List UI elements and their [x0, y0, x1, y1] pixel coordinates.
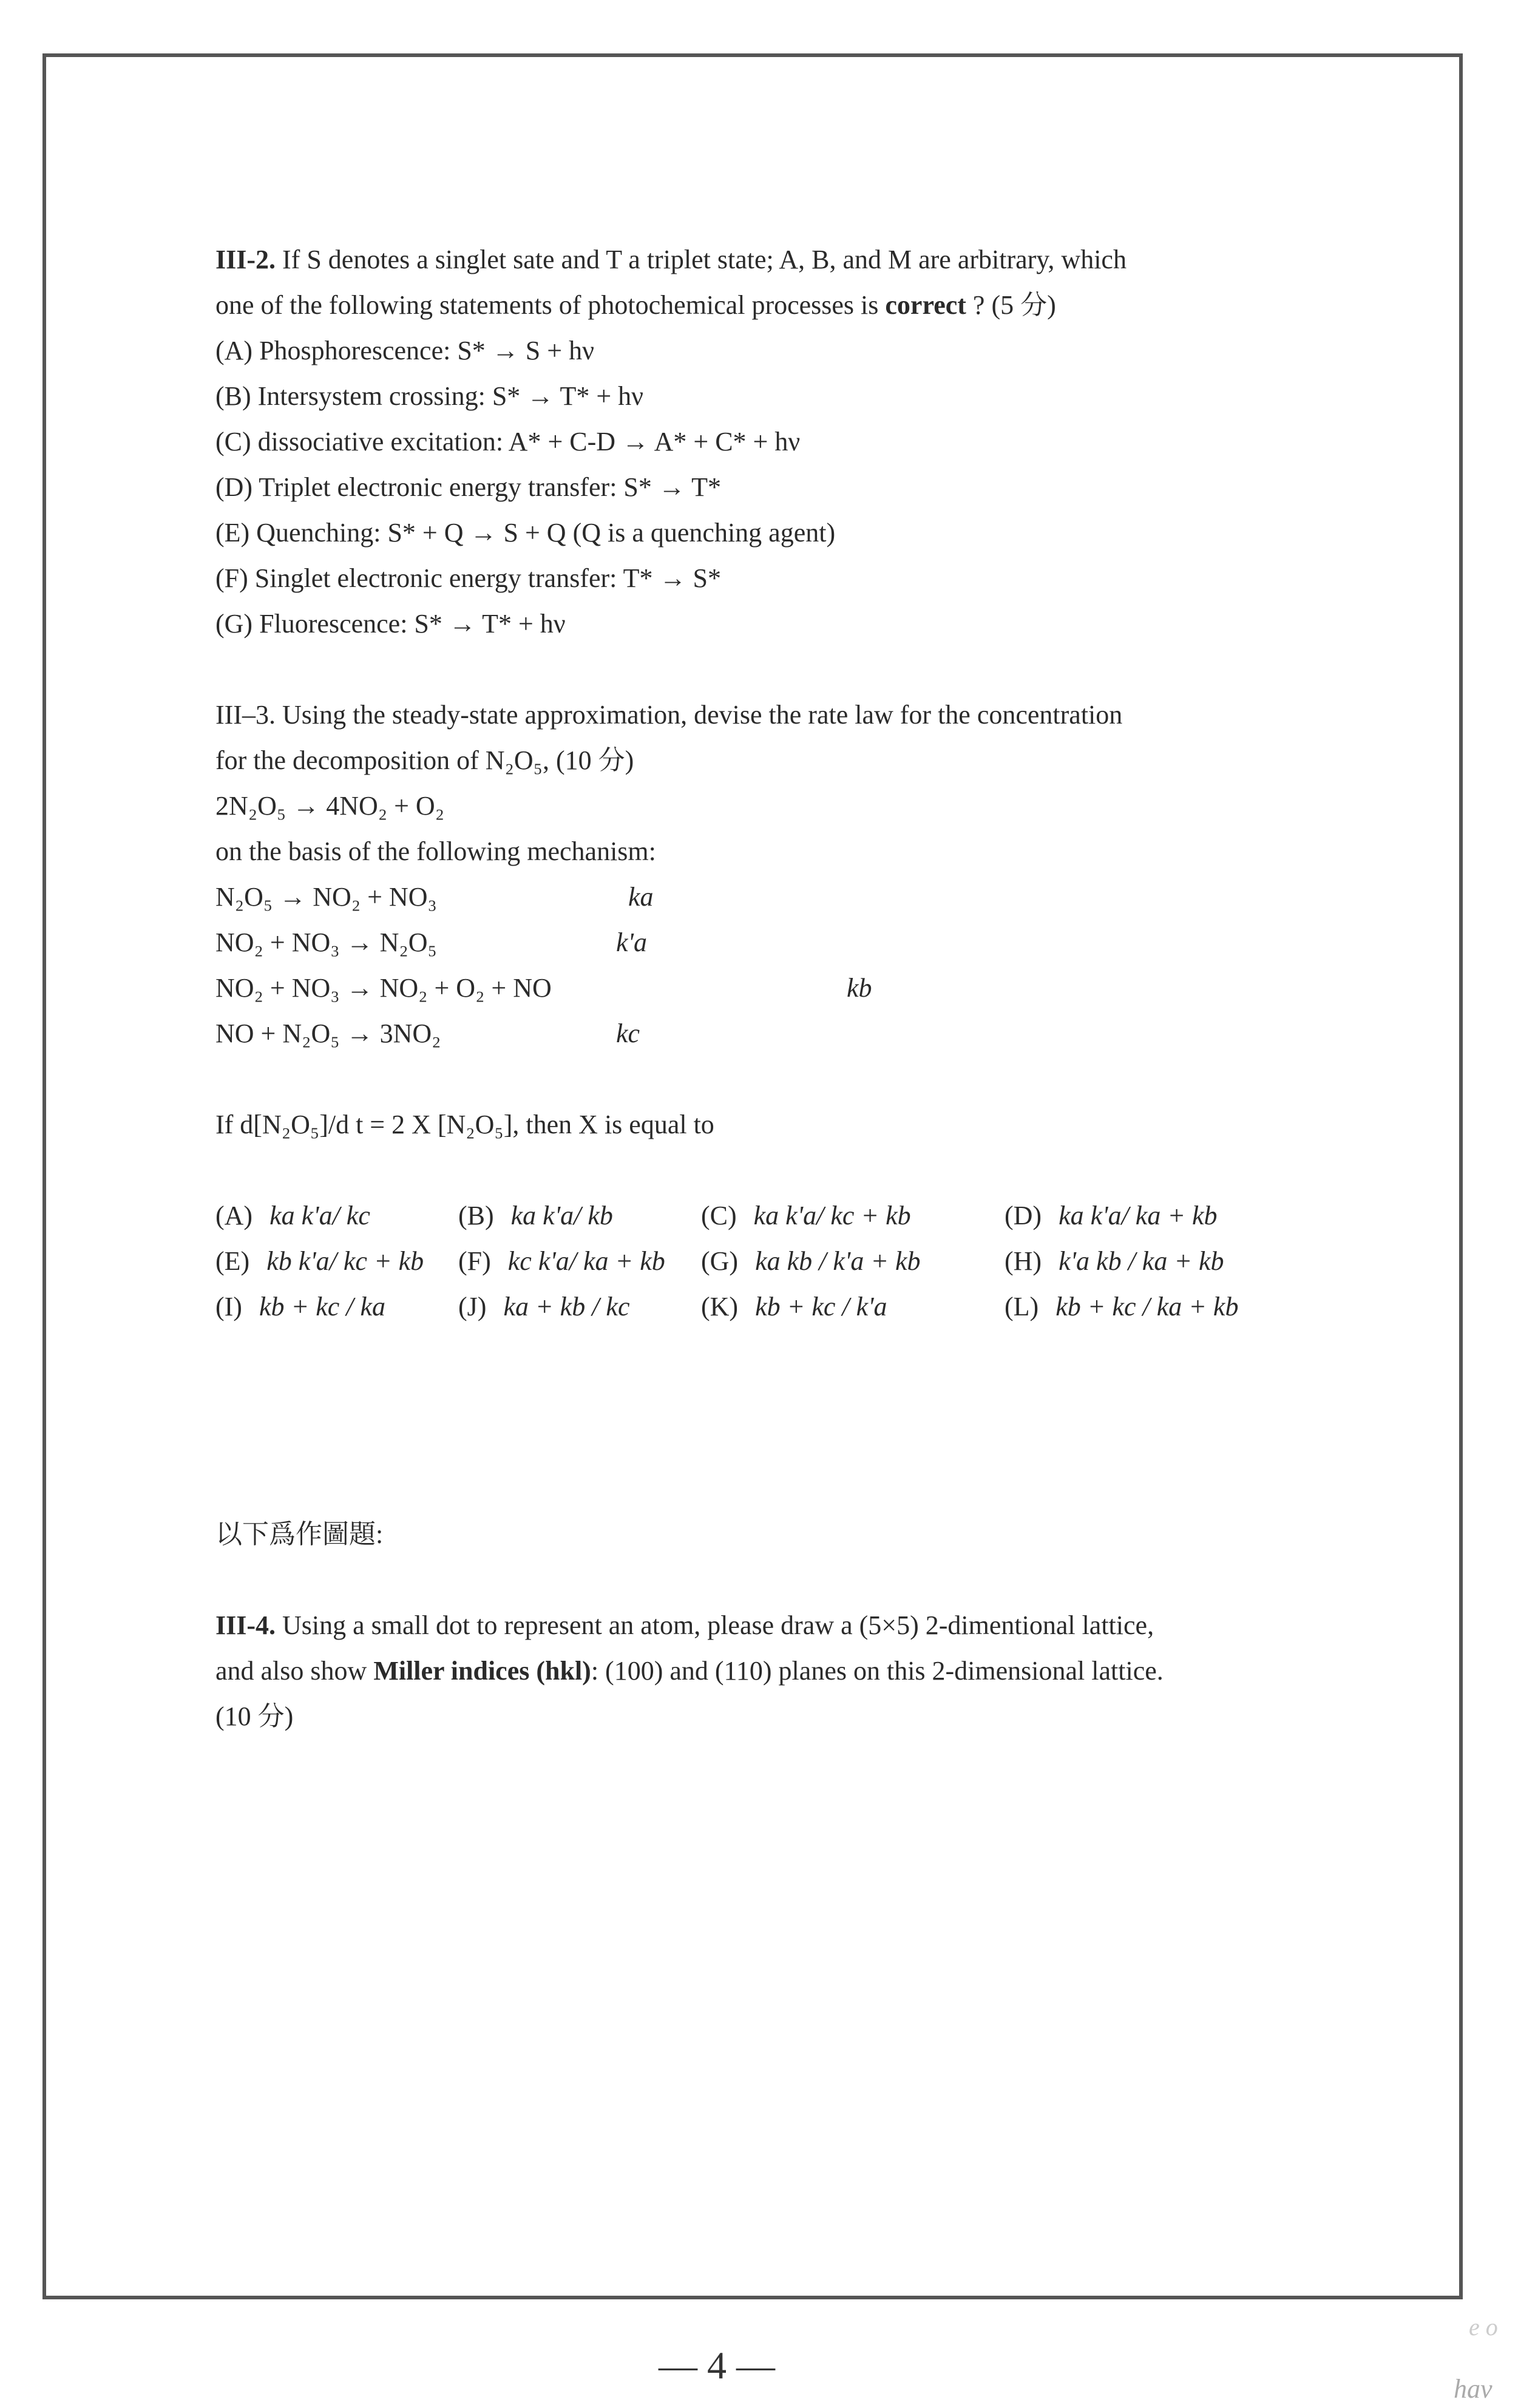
option-label: (D) [1005, 1201, 1042, 1230]
option-expression: kb + kc / ka + kb [1055, 1292, 1239, 1321]
q2-line1: III-2. If S denotes a singlet sate and T a triplet state; A, B, and M are arbitrary, which [215, 245, 1127, 274]
mechanism-step: NO₂ + NO₃ → NO₂ + O₂ + NO kb [215, 965, 1344, 1011]
option-label: (G) [701, 1246, 739, 1276]
option-label: (E) [215, 1246, 250, 1276]
answer-option [215, 1193, 370, 1238]
q3-overall-reaction: 2N₂O₅ → 4NO₂ + O₂ [215, 791, 445, 821]
q4-line2: and also show Miller indices (hkl): (100) and (110) planes on this 2-dimensional lattice. [215, 1656, 1164, 1686]
q2-option-a: (A) Phosphorescence: S* → S + hν [215, 336, 594, 365]
q2-option-d: (D) Triplet electronic energy transfer: S* → T* [215, 472, 721, 502]
q2-option-e: (E) Quenching: S* + Q → S + Q (Q is a quenching agent) [215, 518, 836, 548]
q4-label: III-4. [215, 1610, 276, 1640]
q4-line3: (10 分) [215, 1701, 294, 1731]
rate-constant: kc [616, 1019, 640, 1048]
answer-option [701, 1284, 887, 1329]
section-heading: 以下爲作圖題: [215, 1519, 384, 1549]
q2-option-b: (B) Intersystem crossing: S* → T* + hν [215, 381, 644, 411]
answer-option [458, 1193, 613, 1238]
option-expression: ka + kb / kc [503, 1292, 630, 1321]
answer-option [1005, 1238, 1224, 1284]
option-row [215, 1238, 1344, 1284]
option-expression: ka k'a/ kc [269, 1201, 370, 1230]
option-expression: kc k'a/ ka + kb [507, 1246, 665, 1276]
q2-line2: one of the following statements of photochemical processes is correct ? (5 分) [215, 290, 1056, 320]
q2-option-g: (G) Fluorescence: S* → T* + hν [215, 609, 566, 639]
option-label: (H) [1005, 1246, 1042, 1276]
q2-correct-emphasis: correct [885, 290, 966, 320]
page-number: — 4 — [659, 2344, 775, 2387]
answer-option [458, 1284, 629, 1329]
option-expression: ka k'a/ kc + kb [753, 1201, 911, 1230]
rate-constant: kb [847, 973, 872, 1003]
option-label: (J) [458, 1292, 487, 1321]
q2-label: III-2. [215, 245, 276, 274]
q3-answer-options [215, 1193, 1344, 1329]
option-label: (I) [215, 1292, 242, 1321]
option-expression: ka k'a/ kb [510, 1201, 613, 1230]
answer-option [1005, 1284, 1238, 1329]
rate-constant: k'a [616, 928, 647, 957]
answer-option [215, 1238, 424, 1284]
option-label: (L) [1005, 1292, 1039, 1321]
mechanism-step: NO + N₂O₅ → 3NO₂ kc [215, 1011, 1344, 1056]
q4-line1: III-4. Using a small dot to represent an atom, please draw a (5×5) 2-dimentional lattice, [215, 1610, 1154, 1640]
q2-option-f: (F) Singlet electronic energy transfer: T* → S* [215, 563, 721, 593]
q3-mechanism-intro: on the basis of the following mechanism: [215, 836, 656, 866]
option-label: (F) [458, 1246, 491, 1276]
rate-constant: ka [628, 882, 654, 912]
option-label: (A) [215, 1201, 253, 1230]
answer-option [215, 1284, 385, 1329]
option-row [215, 1193, 1344, 1238]
option-expression: k'a kb / ka + kb [1059, 1246, 1224, 1276]
answer-option [1005, 1193, 1218, 1238]
option-label: (K) [701, 1292, 739, 1321]
option-label: (B) [458, 1201, 494, 1230]
option-expression: ka kb / k'a + kb [755, 1246, 921, 1276]
option-row [215, 1284, 1344, 1329]
q2-option-c: (C) dissociative excitation: A* + C-D → A* + C* + hν [215, 427, 801, 456]
answer-option [701, 1193, 911, 1238]
margin-note: e o [1469, 2313, 1498, 2341]
option-expression: kb + kc / k'a [755, 1292, 887, 1321]
answer-option [701, 1238, 921, 1284]
option-expression: ka k'a/ ka + kb [1059, 1201, 1218, 1230]
option-label: (C) [701, 1201, 737, 1230]
miller-indices-emphasis: Miller indices (hkl) [373, 1656, 591, 1686]
margin-note: hav [1454, 2374, 1493, 2404]
answer-option [458, 1238, 665, 1284]
mechanism-step: NO₂ + NO₃ → N₂O₅ k'a [215, 920, 1344, 965]
exam-content [215, 237, 1344, 1739]
option-expression: kb k'a/ kc + kb [266, 1246, 424, 1276]
q3-line2: for the decomposition of N₂O₅, (10 分) [215, 745, 634, 775]
q3-label: III–3. [215, 700, 276, 730]
mechanism-step: N₂O₅ → NO₂ + NO₃ ka [215, 874, 1344, 920]
q3-line1: III–3. Using the steady-state approximation, devise the rate law for the concentration [215, 700, 1123, 730]
q3-question: If d[N₂O₅]/d t = 2 X [N₂O₅], then X is equal to [215, 1110, 714, 1139]
option-expression: kb + kc / ka [259, 1292, 386, 1321]
